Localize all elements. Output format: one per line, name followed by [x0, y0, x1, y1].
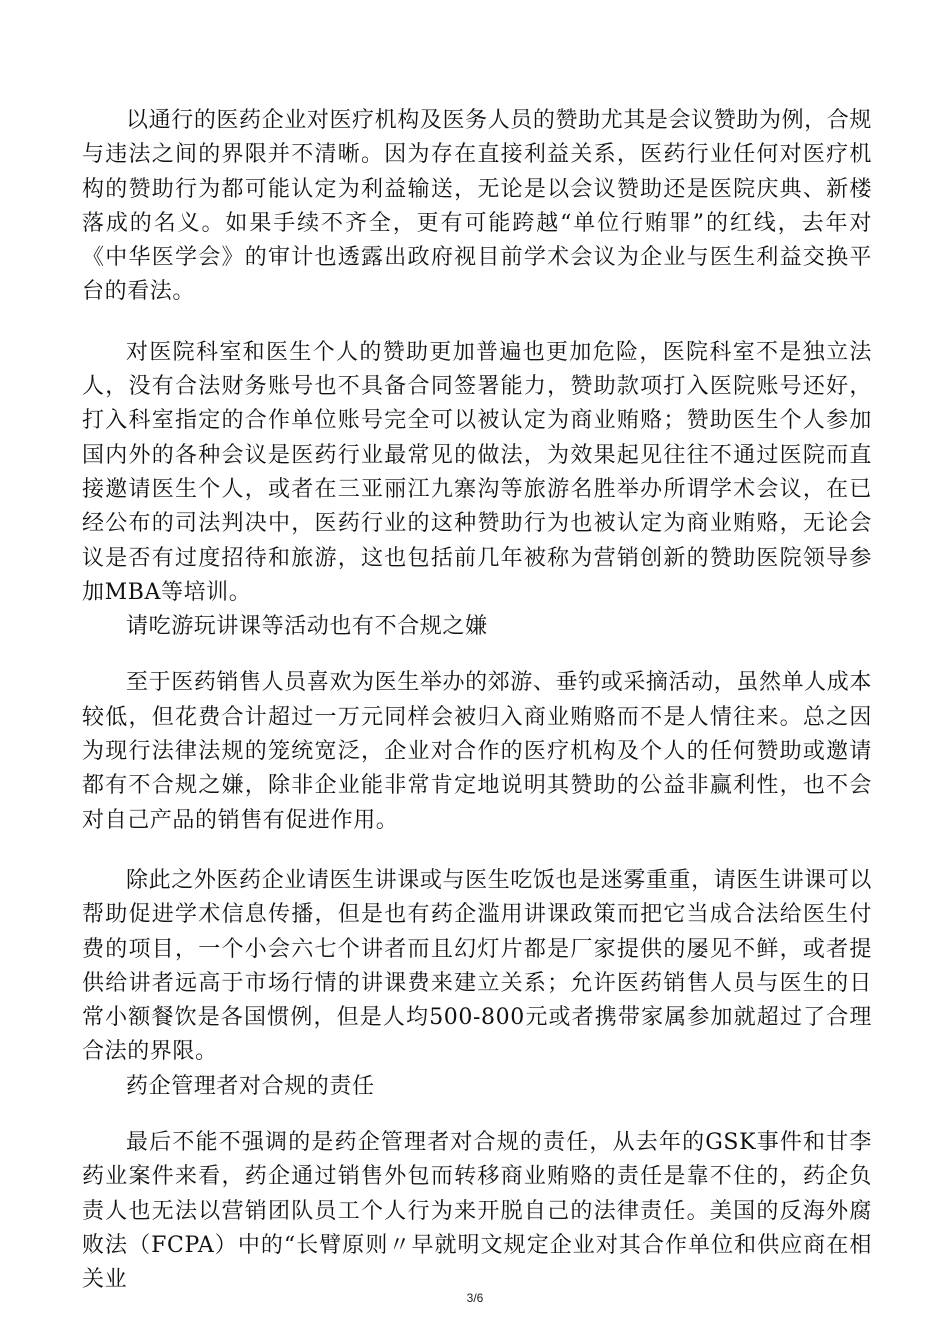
section-heading-entertainment: 请吃游玩讲课等活动也有不合规之嫌 — [126, 614, 488, 640]
paragraph-department-sponsorship: 对医院科室和医生个人的赞助更加普遍也更加危险，医院科室不是独立法人，没有合法财务账号也不具备合同签署能力，赞助款项打入医院账号还好，打入科室指定的合作单位账号完全可以被认定为商业贿赂；赞助医生个人参加国内外的各种会议是医药行业最常见的做法，为效果起见往往不通过医院而直接邀请医生个人，或者在三亚丽江九寨沟等旅游名胜举办所谓学术会议，在已经公布的司法判决中，医药行业的这种赞助行为也被认定为商业贿赂，无论会议是否有过度招待和旅游，这也包括前几年被称为营销创新的赞助医院领导参加MBA等培训。 — [82, 339, 872, 605]
document-body — [82, 104, 872, 1298]
page-number: 3/6 — [466, 1291, 484, 1305]
paragraph-lectures-dining: 除此之外医药企业请医生讲课或与医生吃饭也是迷雾重重，请医生讲课可以帮助促进学术信息传播，但是也有药企滥用讲课政策而把它当成合法给医生付费的项目，一个小会六七个讲者而且幻灯片都是厂家提供的屡见不鲜，或者提供给讲者远高于市场行情的讲课费来建立关系；允许医药销售人员与医生的日常小额餐饮是各国惯例，但是人均500-800元或者携带家属参加就超过了合理合法的界限。 — [82, 867, 872, 1065]
paragraph-outings: 至于医药销售人员喜欢为医生举办的郊游、垂钓或采摘活动，虽然单人成本较低，但花费合计超过一万元同样会被归入商业贿赂而不是人情往来。总之因为现行法律法规的笼统宽泛，企业对合作的医疗机构及个人的任何赞助或邀请都有不合规之嫌，除非企业能非常肯定地说明其赞助的公益非赢利性，也不会对自己产品的销售有促进作用。 — [82, 670, 872, 833]
section-heading-management-responsibility: 药企管理者对合规的责任 — [126, 1073, 375, 1099]
paragraph-conference-sponsorship: 以通行的医药企业对医疗机构及医务人员的赞助尤其是会议赞助为例，合规与违法之间的界限并不清晰。因为存在直接利益关系，医药行业任何对医疗机构的赞助行为都可能认定为利益输送，无论是以会议赞助还是医院庆典、新楼落成的名义。如果手续不齐全，更有可能跨越“单位行贿罪”的红线，去年对《中华医学会》的审计也透露出政府视目前学术会议为企业与医生利益交换平台的看法。 — [82, 108, 872, 305]
paragraph-management-responsibility: 最后不能不强调的是药企管理者对合规的责任，从去年的GSK事件和甘李药业案件来看，药企通过销售外包而转移商业贿赂的责任是靠不住的，药企负责人也无法以营销团队员工个人行为来开脱自己的法律责任。美国的反海外腐败法（FCPA）中的“长臂原则〃早就明文规定企业对其合作单位和供应商在相关业 — [82, 1130, 872, 1293]
